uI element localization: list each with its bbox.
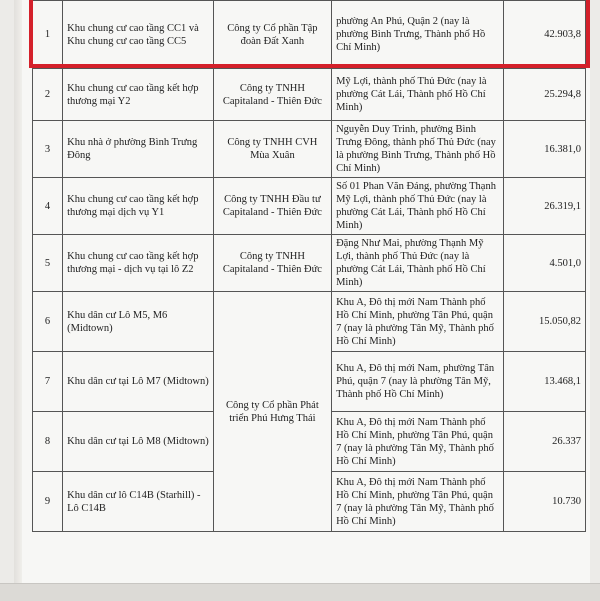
address: Mỹ Lợi, thành phố Thủ Đức (nay là phường Cát Lái, Thành phố Hồ Chí Minh): [332, 69, 504, 121]
row-number: 5: [33, 235, 63, 292]
address: phường An Phú, Quận 2 (nay là phường Bình Trưng, Thành phố Hồ Chí Minh): [332, 1, 504, 69]
area: 26.319,1: [504, 178, 586, 235]
row-number: 2: [33, 69, 63, 121]
address: Khu A, Đô thị mới Nam Thành phố Hồ Chí Minh, phường Tân Phú, quận 7 (nay là phường Tân Mỹ, Thành phố Hồ Chí Minh): [332, 472, 504, 532]
project-name: Khu dân cư Lô M5, M6 (Midtown): [63, 292, 214, 352]
row-number: 8: [33, 412, 63, 472]
table-row: [33, 1, 586, 69]
address: Nguyễn Duy Trinh, phường Bình Trưng Đông, thành phố Thủ Đức (nay là phường Bình Trưng, Thành phố Hồ Chí Minh): [332, 121, 504, 178]
area: 13.468,1: [504, 352, 586, 412]
address: Khu A, Đô thị mới Nam, phường Tân Phú, quận 7 (nay là phường Tân Mỹ, Thành phố Hồ Chí Minh): [332, 352, 504, 412]
bottom-bar: [0, 583, 600, 601]
project-name: Khu chung cư cao tầng kết hợp thương mại Y2: [63, 69, 214, 121]
project-name: Khu dân cư tại Lô M7 (Midtown): [63, 352, 214, 412]
row-number: 4: [33, 178, 63, 235]
project-name: Khu dân cư lô C14B (Starhill) - Lô C14B: [63, 472, 214, 532]
area: 42.903,8: [504, 1, 586, 69]
address: Số 01 Phan Văn Đáng, phường Thạnh Mỹ Lợi, thành phố Thủ Đức (nay là phường Cát Lái, Thành phố Hồ Chí Minh): [332, 178, 504, 235]
investor: Công ty Cổ phần Tập đoàn Đất Xanh: [213, 1, 331, 69]
row-number: 6: [33, 292, 63, 352]
project-name: Khu chung cư cao tầng kết hợp thương mại dịch vụ Y1: [63, 178, 214, 235]
area: 4.501,0: [504, 235, 586, 292]
table-row: [33, 178, 586, 235]
area: 26.337: [504, 412, 586, 472]
investor: Công ty TNHH Capitaland - Thiên Đức: [213, 235, 331, 292]
project-table: [32, 0, 586, 532]
row-number: 9: [33, 472, 63, 532]
area: 16.381,0: [504, 121, 586, 178]
project-name: Khu dân cư tại Lô M8 (Midtown): [63, 412, 214, 472]
table-row: [33, 69, 586, 121]
row-number: 1: [33, 1, 63, 69]
project-name: Khu chung cư cao tầng kết hợp thương mại - dịch vụ tại lô Z2: [63, 235, 214, 292]
table-row: [33, 292, 586, 352]
merged-investor: Công ty Cổ phần Phát triển Phú Hưng Thái: [213, 292, 331, 532]
investor: Công ty TNHH Capitaland - Thiên Đức: [213, 69, 331, 121]
investor: Công ty TNHH CVH Mùa Xuân: [213, 121, 331, 178]
address: Khu A, Đô thị mới Nam Thành phố Hồ Chí Minh, phường Tân Phú, quận 7 (nay là phường Tân Mỹ, Thành phố Hồ Chí Minh): [332, 412, 504, 472]
area: 10.730: [504, 472, 586, 532]
area: 15.050,82: [504, 292, 586, 352]
row-number: 7: [33, 352, 63, 412]
area: 25.294,8: [504, 69, 586, 121]
table-row: [33, 235, 586, 292]
row-number: 3: [33, 121, 63, 178]
address: Khu A, Đô thị mới Nam Thành phố Hồ Chí Minh, phường Tân Phú, quận 7 (nay là phường Tân Mỹ, Thành phố Hồ Chí Minh): [332, 292, 504, 352]
project-name: Khu nhà ở phường Bình Trưng Đông: [63, 121, 214, 178]
investor: Công ty TNHH Đầu tư Capitaland - Thiên Đức: [213, 178, 331, 235]
table-row: [33, 121, 586, 178]
project-name: Khu chung cư cao tầng CC1 và Khu chung cư cao tầng CC5: [63, 1, 214, 69]
address: Đặng Như Mai, phường Thạnh Mỹ Lợi, thành phố Thủ Đức (nay là phường Cát Lái, Thành phố Hồ Chí Minh): [332, 235, 504, 292]
